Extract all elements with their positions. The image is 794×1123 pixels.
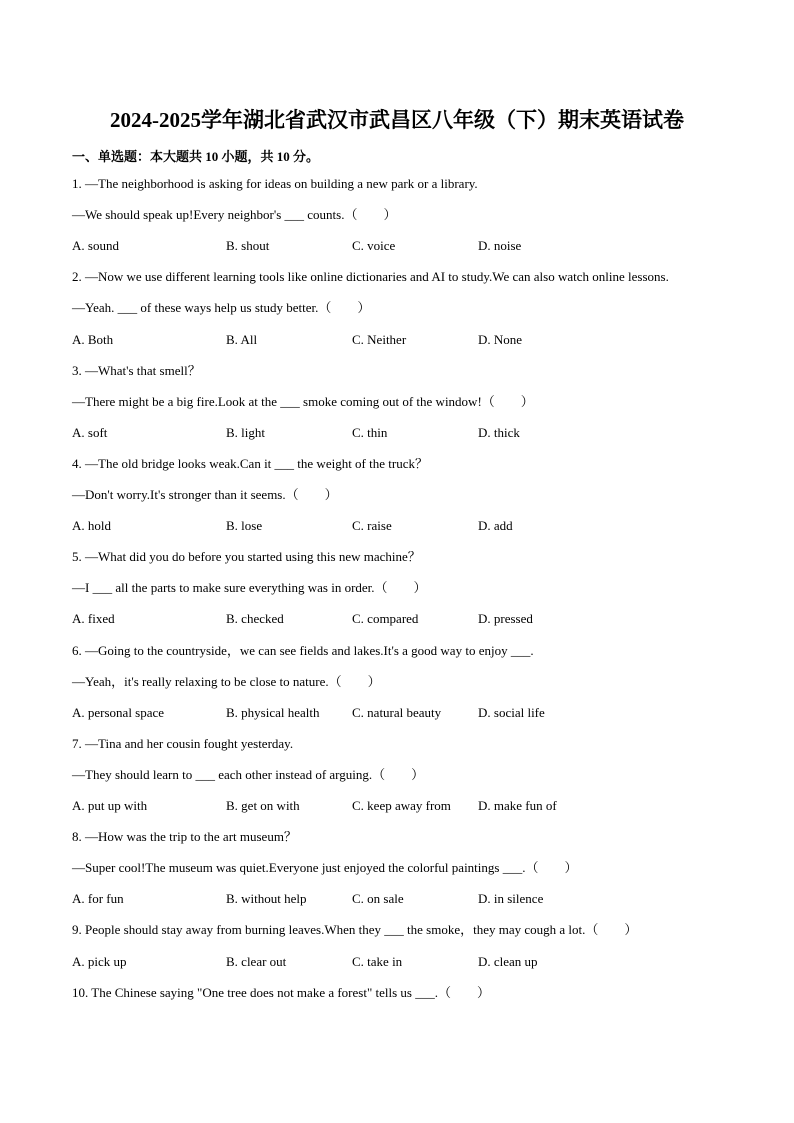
answer-option[interactable]: D. noise xyxy=(478,238,522,254)
answer-option[interactable]: C. Neither xyxy=(352,331,407,347)
answer-option[interactable]: D. None xyxy=(478,331,523,347)
exam-title: 2024-2025学年湖北省武汉市武昌区八年级（下）期末英语试卷 xyxy=(110,108,684,132)
question-stem: 8. —How was the trip to the art museum？ xyxy=(72,829,297,845)
question-reply: —We should speak up!Every neighbor's ___ counts.（ ） xyxy=(72,207,397,223)
answer-option[interactable]: D. thick xyxy=(478,424,520,440)
answer-option[interactable]: B. shout xyxy=(226,238,270,254)
question-stem: 4. —The old bridge looks weak.Can it ___ the weight of the truck？ xyxy=(72,455,428,471)
question-stem: 6. —Going to the countryside，we can see fields and lakes.It's a good way to enjoy ___. xyxy=(72,642,534,658)
answer-option[interactable]: C. take in xyxy=(352,953,403,969)
options-row xyxy=(72,954,772,970)
answer-option[interactable]: D. social life xyxy=(478,704,545,720)
answer-option[interactable]: A. fixed xyxy=(72,611,115,627)
answer-option[interactable]: C. on sale xyxy=(352,891,404,907)
options-row xyxy=(72,238,772,254)
answer-option[interactable]: B. get on with xyxy=(226,798,300,813)
answer-option[interactable]: A. sound xyxy=(72,238,119,254)
options-row xyxy=(72,611,772,627)
question-reply: —Yeah. ___ of these ways help us study better.（ ） xyxy=(72,300,371,316)
answer-option[interactable]: C. keep away from xyxy=(352,798,451,813)
answer-option[interactable]: D. in silence xyxy=(478,891,544,907)
options-row xyxy=(72,798,772,814)
question-reply: —Don't worry.It's stronger than it seems.（ ） xyxy=(72,487,338,502)
question-reply: —I ___ all the parts to make sure everything was in order.（ ） xyxy=(72,580,427,596)
answer-option[interactable]: B. physical health xyxy=(226,704,320,720)
question-stem: 5. —What did you do before you started using this new machine？ xyxy=(72,549,421,565)
question-stem: 10. The Chinese saying "One tree does not make a forest" tells us ___.（ ） xyxy=(72,984,490,1000)
question-reply: —Yeah，it's really relaxing to be close to nature.（ ） xyxy=(72,673,381,689)
answer-option[interactable]: B. checked xyxy=(226,611,284,627)
answer-option[interactable]: C. thin xyxy=(352,424,388,440)
answer-option[interactable]: A. hold xyxy=(72,518,111,534)
answer-option[interactable]: B. clear out xyxy=(226,953,287,969)
section-heading: 一、单选题：本大题共 10 小题，共 10 分。 xyxy=(72,149,320,164)
answer-option[interactable]: D. make fun of xyxy=(478,798,557,813)
options-row xyxy=(72,332,772,348)
answer-option[interactable]: B. All xyxy=(226,331,258,347)
answer-option[interactable]: B. light xyxy=(226,424,266,440)
answer-option[interactable]: A. Both xyxy=(72,331,114,347)
options-row xyxy=(72,891,772,907)
answer-option[interactable]: A. for fun xyxy=(72,891,124,907)
answer-option[interactable]: A. soft xyxy=(72,424,108,440)
options-row xyxy=(72,705,772,721)
question-stem: 2. —Now we use different learning tools like online dictionaries and AI to study.We can also watch online lessons. xyxy=(72,269,669,285)
answer-option[interactable]: C. compared xyxy=(352,611,419,627)
answer-option[interactable]: C. natural beauty xyxy=(352,704,442,720)
question-stem: 1. —The neighborhood is asking for ideas on building a new park or a library. xyxy=(72,176,478,191)
question-reply: —They should learn to ___ each other instead of arguing.（ ） xyxy=(72,766,425,782)
question-stem: 3. —What's that smell？ xyxy=(72,362,201,378)
question-stem: 7. —Tina and her cousin fought yesterday. xyxy=(72,735,294,751)
options-row xyxy=(72,518,772,534)
question-reply: —Super cool!The museum was quiet.Everyone just enjoyed the colorful paintings ___.（ ） xyxy=(72,860,578,876)
answer-option[interactable]: D. pressed xyxy=(478,611,533,627)
answer-option[interactable]: B. without help xyxy=(226,891,307,907)
answer-option[interactable]: D. clean up xyxy=(478,953,538,969)
options-row xyxy=(72,425,772,441)
answer-option[interactable]: C. voice xyxy=(352,238,396,254)
answer-option[interactable]: B. lose xyxy=(226,518,263,534)
answer-option[interactable]: C. raise xyxy=(352,518,392,534)
answer-option[interactable]: D. add xyxy=(478,518,513,534)
answer-option[interactable]: A. put up with xyxy=(72,798,148,813)
question-stem: 9. People should stay away from burning leaves.When they ___ the smoke，they may cough a lot.（ ） xyxy=(72,922,638,938)
answer-option[interactable]: A. personal space xyxy=(72,704,165,720)
answer-option[interactable]: A. pick up xyxy=(72,953,127,969)
question-reply: —There might be a big fire.Look at the ___ smoke coming out of the window!（ ） xyxy=(72,393,534,409)
